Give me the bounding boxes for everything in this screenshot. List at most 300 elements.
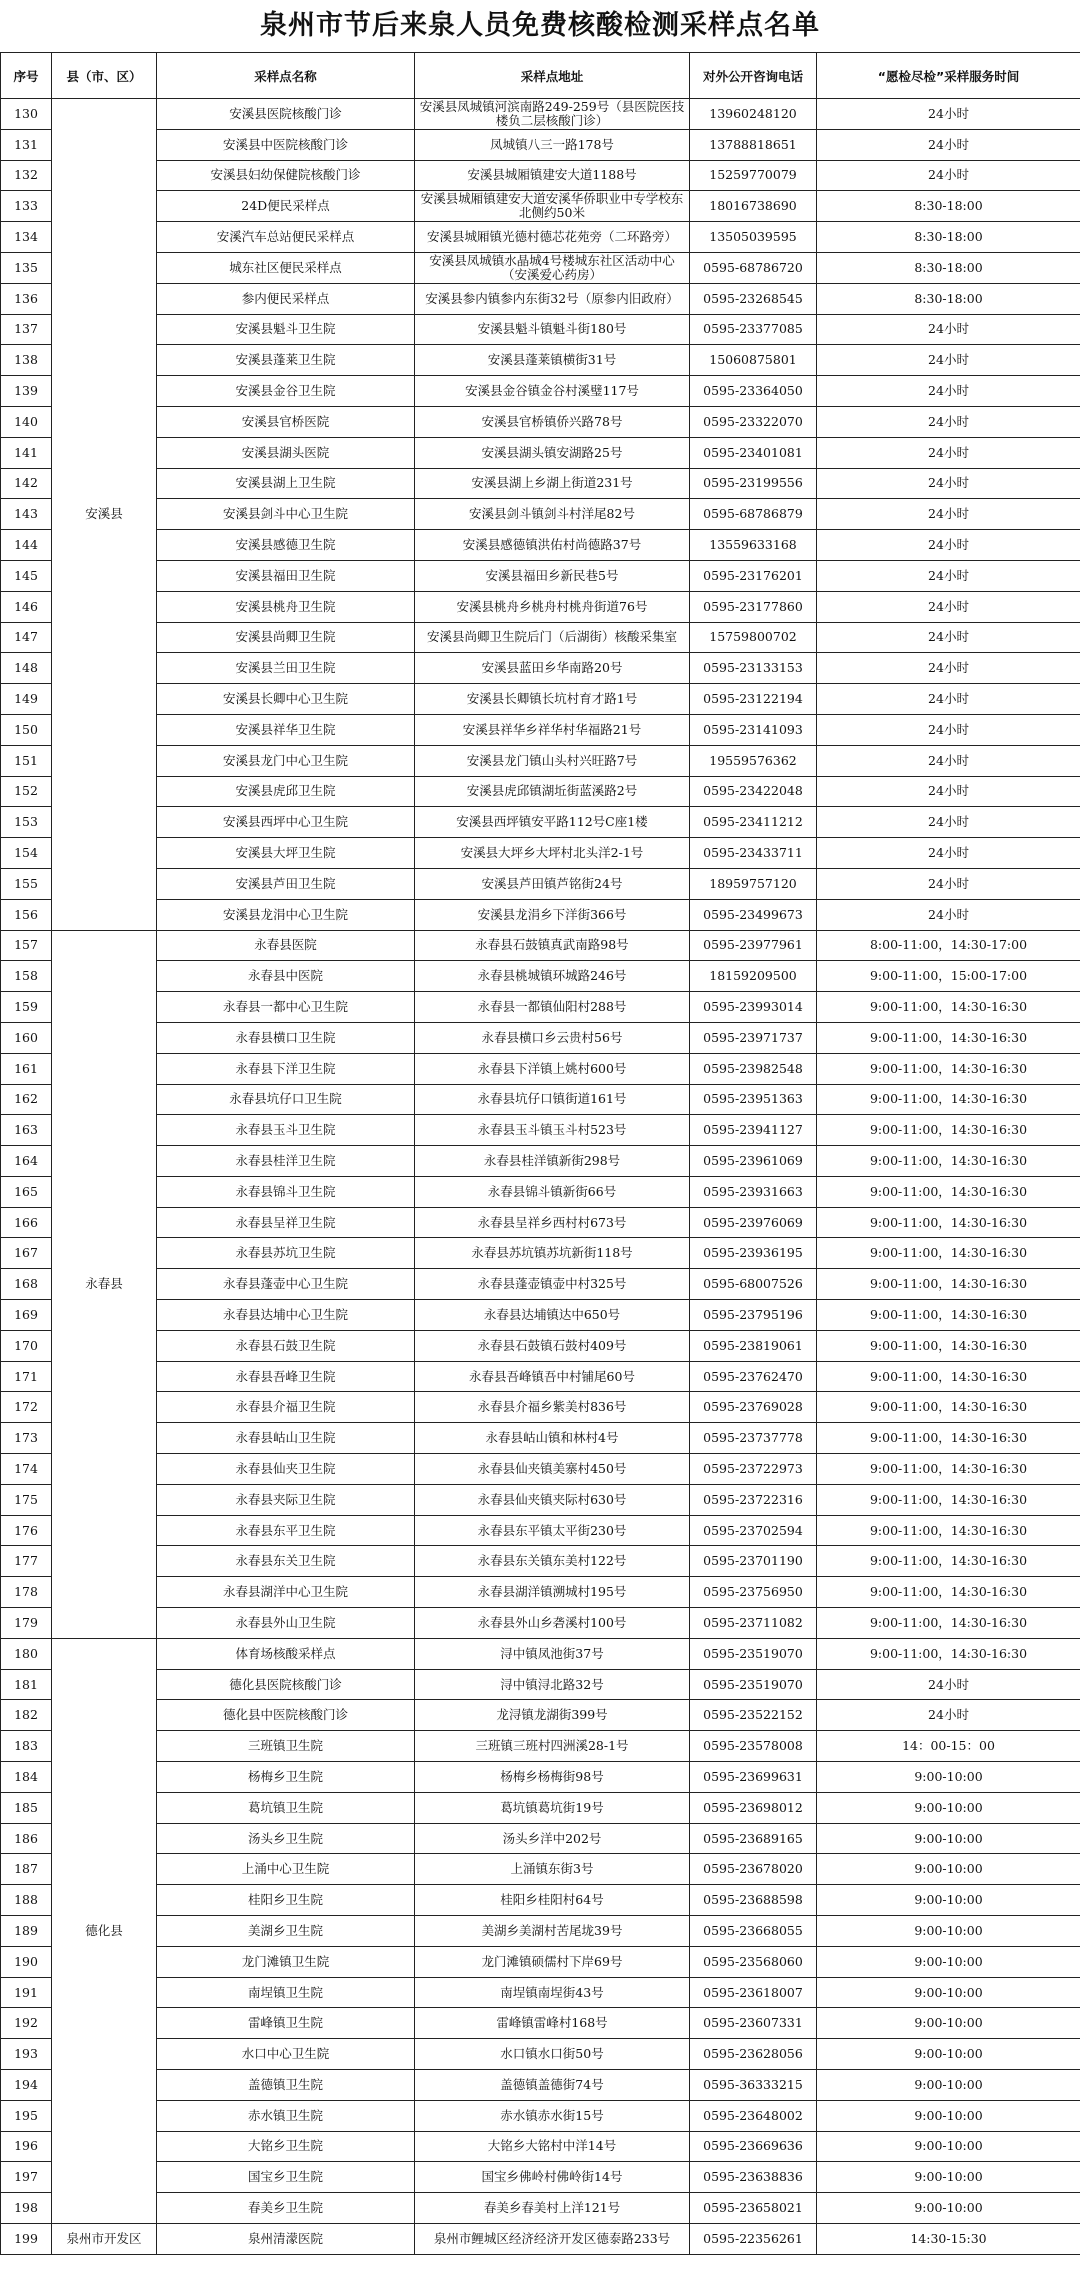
table-row (1, 1238, 1080, 1269)
service-time: 24小时 (817, 560, 1080, 591)
site-name: 安溪县感德卫生院 (157, 530, 415, 561)
site-name: 大铭乡卫生院 (157, 2131, 415, 2162)
service-time: 9:00-10:00 (817, 2039, 1080, 2070)
row-index: 150 (1, 714, 52, 745)
service-time: 24小时 (817, 714, 1080, 745)
service-time: 9:00-11:00，14:30-16:30 (817, 1423, 1080, 1454)
service-time: 9:00-10:00 (817, 1762, 1080, 1793)
row-index: 136 (1, 283, 52, 314)
phone: 13788818651 (690, 129, 817, 160)
phone: 0595-23519070 (690, 1638, 817, 1669)
service-time: 9:00-11:00，14:30-16:30 (817, 992, 1080, 1023)
service-time: 9:00-11:00，15:00-17:00 (817, 961, 1080, 992)
service-time: 9:00-11:00，14:30-16:30 (817, 1608, 1080, 1639)
service-time: 9:00-10:00 (817, 2193, 1080, 2224)
service-time: 9:00-10:00 (817, 1823, 1080, 1854)
table-row (1, 283, 1080, 314)
row-index: 138 (1, 345, 52, 376)
site-address: 永春县蓬壶镇壶中村325号 (415, 1269, 690, 1300)
site-address: 永春县仙夹镇夹际村630号 (415, 1484, 690, 1515)
header-phone: 对外公开咨询电话 (690, 53, 817, 99)
row-index: 140 (1, 406, 52, 437)
phone: 0595-23628056 (690, 2039, 817, 2070)
service-time: 9:00-11:00，14:30-16:30 (817, 1515, 1080, 1546)
phone: 0595-23377085 (690, 314, 817, 345)
table-row (1, 961, 1080, 992)
phone: 13559633168 (690, 530, 817, 561)
phone: 0595-23176201 (690, 560, 817, 591)
table-row (1, 1638, 1080, 1669)
site-name: 上涌中心卫生院 (157, 1854, 415, 1885)
site-address: 汤头乡洋中202号 (415, 1823, 690, 1854)
row-index: 190 (1, 1946, 52, 1977)
site-address: 安溪县城厢镇光德村德芯花苑旁（二环路旁） (415, 222, 690, 253)
header-site-name: 采样点名称 (157, 53, 415, 99)
site-name: 安溪县龙门中心卫生院 (157, 745, 415, 776)
table-row (1, 191, 1080, 222)
service-time: 9:00-10:00 (817, 1946, 1080, 1977)
phone: 0595-23961069 (690, 1146, 817, 1177)
site-address: 安溪县参内镇参内东街32号（原参内旧政府） (415, 283, 690, 314)
row-index: 164 (1, 1146, 52, 1177)
site-name: 安溪县湖上卫生院 (157, 468, 415, 499)
site-address: 永春县湖洋镇溯城村195号 (415, 1577, 690, 1608)
phone: 0595-23711082 (690, 1608, 817, 1639)
site-address: 安溪县凤城镇水晶城4号楼城东社区活动中心（安溪爱心药房） (415, 252, 690, 283)
table-row (1, 868, 1080, 899)
site-name: 安溪县剑斗中心卫生院 (157, 499, 415, 530)
phone: 0595-23433711 (690, 838, 817, 869)
row-index: 192 (1, 2008, 52, 2039)
table-row (1, 2008, 1080, 2039)
phone: 0595-23678020 (690, 1854, 817, 1885)
site-address: 永春县苏坑镇苏坑新街118号 (415, 1238, 690, 1269)
sampling-sites-table (0, 52, 1080, 2255)
table-row (1, 684, 1080, 715)
service-time: 24小时 (817, 684, 1080, 715)
site-name: 永春县一都中心卫生院 (157, 992, 415, 1023)
phone: 0595-23578008 (690, 1731, 817, 1762)
table-row (1, 1207, 1080, 1238)
phone: 0595-23199556 (690, 468, 817, 499)
site-name: 水口中心卫生院 (157, 2039, 415, 2070)
row-index: 180 (1, 1638, 52, 1669)
row-index: 134 (1, 222, 52, 253)
phone: 0595-23658021 (690, 2193, 817, 2224)
service-time: 9:00-11:00，14:30-16:30 (817, 1207, 1080, 1238)
table-row (1, 1300, 1080, 1331)
service-time: 24小时 (817, 314, 1080, 345)
table-row (1, 1977, 1080, 2008)
service-time: 9:00-10:00 (817, 2131, 1080, 2162)
phone: 0595-22356261 (690, 2223, 817, 2254)
row-index: 168 (1, 1269, 52, 1300)
service-time: 14:30-15:30 (817, 2223, 1080, 2254)
site-address: 安溪县蓝田乡华南路20号 (415, 653, 690, 684)
table-row (1, 1053, 1080, 1084)
table-row (1, 1269, 1080, 1300)
site-address: 春美乡春美村上洋121号 (415, 2193, 690, 2224)
table-row (1, 1854, 1080, 1885)
row-index: 172 (1, 1392, 52, 1423)
table-row (1, 2039, 1080, 2070)
site-name: 永春县石鼓卫生院 (157, 1330, 415, 1361)
site-address: 永春县桂洋镇新街298号 (415, 1146, 690, 1177)
service-time: 8:30-18:00 (817, 252, 1080, 283)
service-time: 9:00-10:00 (817, 1916, 1080, 1947)
phone: 0595-23401081 (690, 437, 817, 468)
site-address: 水口镇水口街50号 (415, 2039, 690, 2070)
row-index: 139 (1, 376, 52, 407)
row-index: 161 (1, 1053, 52, 1084)
site-address: 永春县达埔镇达中650号 (415, 1300, 690, 1331)
header-index: 序号 (1, 53, 52, 99)
site-name: 安溪县芦田卫生院 (157, 868, 415, 899)
row-index: 183 (1, 1731, 52, 1762)
row-index: 169 (1, 1300, 52, 1331)
site-address: 安溪县祥华乡祥华村华福路21号 (415, 714, 690, 745)
row-index: 187 (1, 1854, 52, 1885)
service-time: 8:00-11:00，14:30-17:00 (817, 930, 1080, 961)
site-address: 安溪县城厢镇建安大道安溪华侨职业中专学校东北侧约50米 (415, 191, 690, 222)
site-name: 安溪县中医院核酸门诊 (157, 129, 415, 160)
service-time: 24小时 (817, 899, 1080, 930)
site-name: 永春县夹际卫生院 (157, 1484, 415, 1515)
table-row (1, 1546, 1080, 1577)
service-time: 9:00-11:00，14:30-16:30 (817, 1146, 1080, 1177)
service-time: 9:00-10:00 (817, 2008, 1080, 2039)
phone: 0595-23701190 (690, 1546, 817, 1577)
site-name: 安溪县祥华卫生院 (157, 714, 415, 745)
site-address: 永春县介福乡紫美村836号 (415, 1392, 690, 1423)
site-name: 永春县横口卫生院 (157, 1022, 415, 1053)
site-address: 浔中镇凤池街37号 (415, 1638, 690, 1669)
site-name: 安溪县大坪卫生院 (157, 838, 415, 869)
row-index: 194 (1, 2070, 52, 2101)
site-name: 安溪县虎邱卫生院 (157, 776, 415, 807)
phone: 15759800702 (690, 622, 817, 653)
row-index: 182 (1, 1700, 52, 1731)
site-address: 安溪县长卿镇长坑村育才路1号 (415, 684, 690, 715)
service-time: 24小时 (817, 591, 1080, 622)
phone: 0595-23268545 (690, 283, 817, 314)
phone: 0595-23698012 (690, 1792, 817, 1823)
site-address: 雷峰镇雷峰村168号 (415, 2008, 690, 2039)
site-name: 永春县东关卫生院 (157, 1546, 415, 1577)
site-address: 永春县横口乡云贵村56号 (415, 1022, 690, 1053)
service-time: 9:00-11:00，14:30-16:30 (817, 1176, 1080, 1207)
row-index: 199 (1, 2223, 52, 2254)
row-index: 177 (1, 1546, 52, 1577)
site-name: 城东社区便民采样点 (157, 252, 415, 283)
site-name: 桂阳乡卫生院 (157, 1885, 415, 1916)
service-time: 9:00-10:00 (817, 2070, 1080, 2101)
county-cell: 安溪县 (52, 99, 157, 931)
service-time: 9:00-11:00，14:30-16:30 (817, 1300, 1080, 1331)
site-address: 永春县下洋镇上姚村600号 (415, 1053, 690, 1084)
table-row (1, 2223, 1080, 2254)
service-time: 9:00-11:00，14:30-16:30 (817, 1484, 1080, 1515)
phone: 0595-23993014 (690, 992, 817, 1023)
site-address: 大铭乡大铭村中洋14号 (415, 2131, 690, 2162)
phone: 0595-23756950 (690, 1577, 817, 1608)
table-row (1, 1484, 1080, 1515)
site-name: 安溪县福田卫生院 (157, 560, 415, 591)
table-row (1, 530, 1080, 561)
site-name: 德化县医院核酸门诊 (157, 1669, 415, 1700)
table-row (1, 314, 1080, 345)
table-row (1, 1792, 1080, 1823)
row-index: 153 (1, 807, 52, 838)
site-address: 安溪县剑斗镇剑斗村洋尾82号 (415, 499, 690, 530)
row-index: 163 (1, 1115, 52, 1146)
phone: 0595-23762470 (690, 1361, 817, 1392)
table-row (1, 1176, 1080, 1207)
table-row (1, 468, 1080, 499)
site-address: 葛坑镇葛坑街19号 (415, 1792, 690, 1823)
table-row (1, 345, 1080, 376)
phone: 0595-23322070 (690, 406, 817, 437)
site-name: 永春县东平卫生院 (157, 1515, 415, 1546)
service-time: 24小时 (817, 622, 1080, 653)
row-index: 157 (1, 930, 52, 961)
site-name: 三班镇卫生院 (157, 1731, 415, 1762)
site-name: 安溪汽车总站便民采样点 (157, 222, 415, 253)
phone: 0595-23669636 (690, 2131, 817, 2162)
site-name: 永春县坑仔口卫生院 (157, 1084, 415, 1115)
phone: 0595-23689165 (690, 1823, 817, 1854)
site-name: 雷峰镇卫生院 (157, 2008, 415, 2039)
site-name: 安溪县兰田卫生院 (157, 653, 415, 684)
site-name: 永春县介福卫生院 (157, 1392, 415, 1423)
site-address: 安溪县金谷镇金谷村溪璧117号 (415, 376, 690, 407)
service-time: 9:00-11:00，14:30-16:30 (817, 1577, 1080, 1608)
row-index: 173 (1, 1423, 52, 1454)
service-time: 9:00-11:00，14:30-16:30 (817, 1269, 1080, 1300)
site-address: 安溪县尚卿卫生院后门（后湖街）核酸采集室 (415, 622, 690, 653)
site-address: 永春县仙夹镇美寨村450号 (415, 1454, 690, 1485)
phone: 0595-23411212 (690, 807, 817, 838)
site-name: 永春县玉斗卫生院 (157, 1115, 415, 1146)
service-time: 9:00-10:00 (817, 1977, 1080, 2008)
site-name: 永春县蓬壶中心卫生院 (157, 1269, 415, 1300)
header-service-time: “愿检尽检”采样服务时间 (817, 53, 1080, 99)
row-index: 151 (1, 745, 52, 776)
row-index: 159 (1, 992, 52, 1023)
table-row (1, 560, 1080, 591)
site-address: 三班镇三班村四洲溪28-1号 (415, 1731, 690, 1762)
service-time: 24小时 (817, 530, 1080, 561)
site-address: 永春县坑仔口镇街道161号 (415, 1084, 690, 1115)
site-name: 南埕镇卫生院 (157, 1977, 415, 2008)
row-index: 174 (1, 1454, 52, 1485)
service-time: 14：00-15：00 (817, 1731, 1080, 1762)
table-row (1, 2131, 1080, 2162)
site-address: 美湖乡美湖村苦尾垅39号 (415, 1916, 690, 1947)
row-index: 181 (1, 1669, 52, 1700)
site-address: 盖德镇盖德街74号 (415, 2070, 690, 2101)
row-index: 147 (1, 622, 52, 653)
site-address: 永春县呈祥乡西村村673号 (415, 1207, 690, 1238)
site-name: 体育场核酸采样点 (157, 1638, 415, 1669)
table-row (1, 1823, 1080, 1854)
table-row (1, 2100, 1080, 2131)
site-name: 安溪县蓬莱卫生院 (157, 345, 415, 376)
phone: 0595-23519070 (690, 1669, 817, 1700)
site-address: 永春县外山乡砻溪村100号 (415, 1608, 690, 1639)
phone: 0595-23702594 (690, 1515, 817, 1546)
service-time: 24小时 (817, 807, 1080, 838)
table-row (1, 1669, 1080, 1700)
service-time: 9:00-11:00，14:30-16:30 (817, 1115, 1080, 1146)
site-name: 永春县中医院 (157, 961, 415, 992)
row-index: 188 (1, 1885, 52, 1916)
site-address: 安溪县官桥镇侨兴路78号 (415, 406, 690, 437)
table-row (1, 1916, 1080, 1947)
site-name: 永春县仙夹卫生院 (157, 1454, 415, 1485)
service-time: 9:00-11:00，14:30-16:30 (817, 1330, 1080, 1361)
site-address: 永春县石鼓镇真武南路98号 (415, 930, 690, 961)
row-index: 154 (1, 838, 52, 869)
row-index: 193 (1, 2039, 52, 2070)
site-name: 安溪县官桥医院 (157, 406, 415, 437)
service-time: 9:00-11:00，14:30-16:30 (817, 1084, 1080, 1115)
row-index: 198 (1, 2193, 52, 2224)
service-time: 9:00-10:00 (817, 1885, 1080, 1916)
site-address: 安溪县魁斗镇魁斗街180号 (415, 314, 690, 345)
row-index: 155 (1, 868, 52, 899)
table-row (1, 406, 1080, 437)
table-row (1, 838, 1080, 869)
site-name: 杨梅乡卫生院 (157, 1762, 415, 1793)
site-name: 永春县锦斗卫生院 (157, 1176, 415, 1207)
row-index: 130 (1, 99, 52, 130)
row-index: 131 (1, 129, 52, 160)
service-time: 9:00-11:00，14:30-16:30 (817, 1454, 1080, 1485)
site-address: 安溪县凤城镇河滨南路249-259号（县医院医技楼负二层核酸门诊） (415, 99, 690, 130)
table-row (1, 745, 1080, 776)
service-time: 24小时 (817, 129, 1080, 160)
row-index: 189 (1, 1916, 52, 1947)
table-row (1, 899, 1080, 930)
table-row (1, 776, 1080, 807)
phone: 0595-23122194 (690, 684, 817, 715)
phone: 13960248120 (690, 99, 817, 130)
service-time: 9:00-11:00，14:30-16:30 (817, 1392, 1080, 1423)
table-row (1, 99, 1080, 130)
phone: 0595-23141093 (690, 714, 817, 745)
phone: 0595-23722316 (690, 1484, 817, 1515)
site-name: 汤头乡卫生院 (157, 1823, 415, 1854)
row-index: 166 (1, 1207, 52, 1238)
service-time: 9:00-11:00，14:30-16:30 (817, 1053, 1080, 1084)
site-address: 安溪县感德镇洪佑村尚德路37号 (415, 530, 690, 561)
table-row (1, 1146, 1080, 1177)
service-time: 9:00-10:00 (817, 2162, 1080, 2193)
phone: 0595-23522152 (690, 1700, 817, 1731)
site-address: 国宝乡佛岭村佛岭街14号 (415, 2162, 690, 2193)
page-title: 泉州市节后来泉人员免费核酸检测采样点名单 (260, 10, 820, 41)
row-index: 184 (1, 1762, 52, 1793)
phone: 0595-36333215 (690, 2070, 817, 2101)
site-address: 安溪县芦田镇芦铭街24号 (415, 868, 690, 899)
site-address: 赤水镇赤水街15号 (415, 2100, 690, 2131)
phone: 0595-23688598 (690, 1885, 817, 1916)
site-name: 安溪县医院核酸门诊 (157, 99, 415, 130)
service-time: 24小时 (817, 838, 1080, 869)
table-row (1, 1700, 1080, 1731)
service-time: 8:30-18:00 (817, 283, 1080, 314)
row-index: 143 (1, 499, 52, 530)
service-time: 9:00-11:00，14:30-16:30 (817, 1361, 1080, 1392)
row-index: 171 (1, 1361, 52, 1392)
site-address: 永春县东平镇太平街230号 (415, 1515, 690, 1546)
row-index: 137 (1, 314, 52, 345)
site-address: 永春县桃城镇环城路246号 (415, 961, 690, 992)
row-index: 167 (1, 1238, 52, 1269)
table-row (1, 2193, 1080, 2224)
row-index: 135 (1, 252, 52, 283)
row-index: 146 (1, 591, 52, 622)
phone: 18159209500 (690, 961, 817, 992)
header-county: 县（市、区） (52, 53, 157, 99)
row-index: 149 (1, 684, 52, 715)
service-time: 24小时 (817, 468, 1080, 499)
phone: 0595-23941127 (690, 1115, 817, 1146)
row-index: 176 (1, 1515, 52, 1546)
county-cell: 德化县 (52, 1638, 157, 2223)
site-address: 浔中镇浔北路32号 (415, 1669, 690, 1700)
table-row (1, 437, 1080, 468)
phone: 0595-23722973 (690, 1454, 817, 1485)
phone: 0595-23499673 (690, 899, 817, 930)
service-time: 24小时 (817, 745, 1080, 776)
site-address: 安溪县福田乡新民巷5号 (415, 560, 690, 591)
table-row (1, 222, 1080, 253)
row-index: 196 (1, 2131, 52, 2162)
table-header-row (1, 53, 1080, 99)
phone: 0595-23648002 (690, 2100, 817, 2131)
row-index: 158 (1, 961, 52, 992)
service-time: 9:00-11:00，14:30-16:30 (817, 1546, 1080, 1577)
table-row (1, 129, 1080, 160)
table-row (1, 714, 1080, 745)
phone: 18959757120 (690, 868, 817, 899)
phone: 0595-23977961 (690, 930, 817, 961)
site-address: 上涌镇东街3号 (415, 1854, 690, 1885)
row-index: 156 (1, 899, 52, 930)
phone: 0595-23951363 (690, 1084, 817, 1115)
site-name: 永春县湖洋中心卫生院 (157, 1577, 415, 1608)
table-row (1, 252, 1080, 283)
table-row (1, 499, 1080, 530)
row-index: 162 (1, 1084, 52, 1115)
table-row (1, 807, 1080, 838)
table-row (1, 1084, 1080, 1115)
phone: 0595-68786879 (690, 499, 817, 530)
site-name: 春美乡卫生院 (157, 2193, 415, 2224)
site-address: 安溪县湖上乡湖上街道231号 (415, 468, 690, 499)
table-row (1, 1515, 1080, 1546)
row-index: 195 (1, 2100, 52, 2131)
table-row (1, 376, 1080, 407)
phone: 0595-23422048 (690, 776, 817, 807)
phone: 0595-23936195 (690, 1238, 817, 1269)
table-row (1, 1608, 1080, 1639)
service-time: 9:00-10:00 (817, 1854, 1080, 1885)
service-time: 9:00-11:00，14:30-16:30 (817, 1022, 1080, 1053)
service-time: 24小时 (817, 160, 1080, 191)
